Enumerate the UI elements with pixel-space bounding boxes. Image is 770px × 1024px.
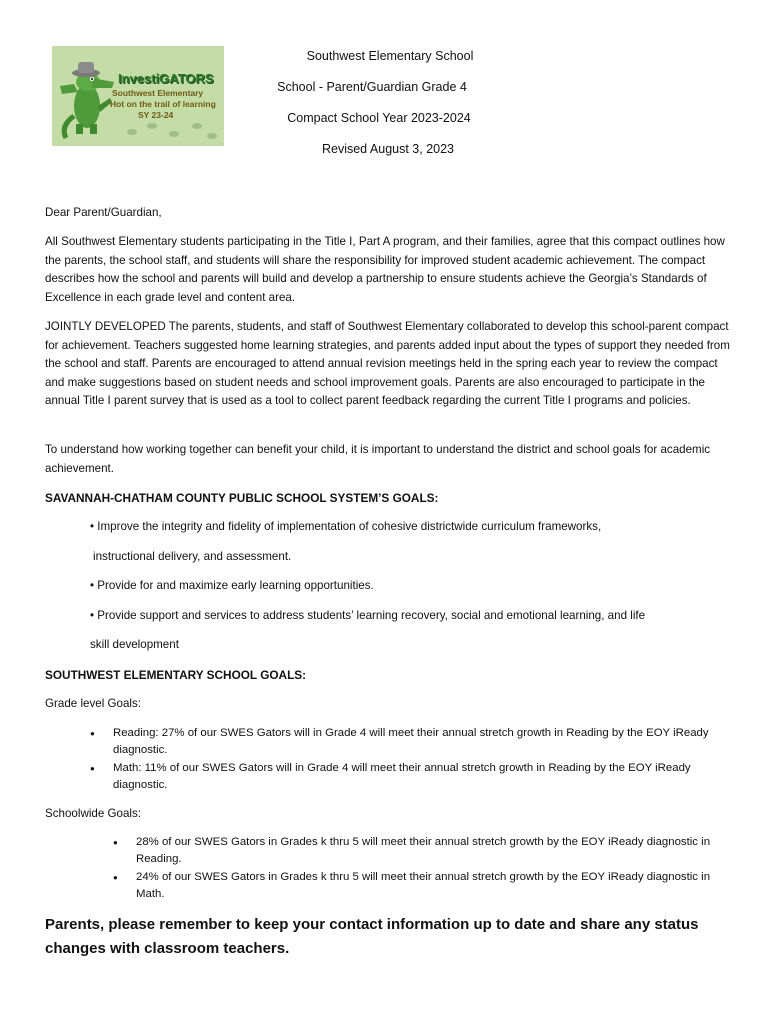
school-name: Southwest Elementary School — [306, 49, 474, 63]
revised-date: Revised August 3, 2023 — [321, 142, 455, 156]
contact-reminder: Parents, please remember to keep your contact information up to date and share any status changes with classroom teachers. — [45, 916, 699, 957]
goals-intro-paragraph: To understand how working together can benefit your child, it is important to understand the district and school goals for academic achievement. — [45, 443, 711, 475]
grade-level-goals-label: Grade level Goals: — [45, 697, 142, 710]
school-logo — [52, 46, 224, 146]
district-goal-item: • Improve the integrity and fidelity of implementation of cohesive districtwide curriculum frameworks, — [90, 520, 602, 533]
list-item: ● 24% of our SWES Gators in Grades k thru 5 will meet their annual stretch growth by the EOY iReady diagnostic in Math. — [113, 869, 713, 903]
schoolwide-goals-label: Schoolwide Goals: — [45, 807, 142, 820]
school-goals-heading: SOUTHWEST ELEMENTARY SCHOOL GOALS: — [45, 668, 307, 682]
intro-paragraph: All Southwest Elementary students participating in the Title I, Part A program, and their families, agree that this compact outlines how the parents, the school staff, and students will share the responsibility for improved student academic achievement. The compact describes how the school and parents will build and develop a partnership to ensure students achieve the Georgia’s Standards of Excellence in each grade level and content area. — [45, 235, 725, 304]
logo-year: SY 23-24 — [138, 110, 174, 120]
logo-school-name: Southwest Elementary — [112, 88, 204, 98]
list-item: ● Math: 11% of our SWES Gators will in Grade 4 will meet their annual stretch growth in Reading by the EOY iReady diagnostic. — [90, 760, 720, 794]
district-goal-item-continued: instructional delivery, and assessment. — [93, 550, 292, 563]
logo-title: InvestiGATORS — [118, 71, 214, 86]
schoolwide-goals-list — [113, 834, 713, 904]
district-goals-heading: SAVANNAH-CHATHAM COUNTY PUBLIC SCHOOL SYSTEM’S GOALS: — [45, 491, 439, 505]
logo-slogan: Hot on the trail of learning — [110, 99, 216, 109]
list-item: ● 28% of our SWES Gators in Grades k thru 5 will meet their annual stretch growth by the EOY iReady diagnostic in Reading. — [113, 834, 713, 868]
district-goal-item: • Provide for and maximize early learning opportunities. — [90, 579, 374, 592]
compact-title: School - Parent/Guardian Grade 4 — [277, 80, 467, 94]
district-goal-item-continued: skill development — [90, 638, 179, 651]
jointly-developed-paragraph: JOINTLY DEVELOPED The parents, students, and staff of Southwest Elementary collaborated to develop this school-parent compact for achievement. Teachers suggested home learning strategies, and parents added input about the types of support they needed from the school and staff. Parents are encouraged to attend annual revision meetings held in the spring each year to review the compact and make suggestions based on student needs and school improvement goals. Parents are also encouraged to participate in the annual Title I parent survey that is used as a tool to collect parent feedback regarding the current Title I programs and policies. — [45, 320, 730, 407]
greeting: Dear Parent/Guardian, — [45, 206, 162, 219]
district-goal-item: • Provide support and services to address students’ learning recovery, social and emotional learning, and life — [90, 609, 646, 622]
grade-level-goals-list — [90, 725, 720, 795]
list-item: ● Reading: 27% of our SWES Gators will in Grade 4 will meet their annual stretch growth in Reading by the EOY iReady diagnostic. — [90, 725, 720, 759]
compact-year: Compact School Year 2023-2024 — [287, 111, 471, 125]
